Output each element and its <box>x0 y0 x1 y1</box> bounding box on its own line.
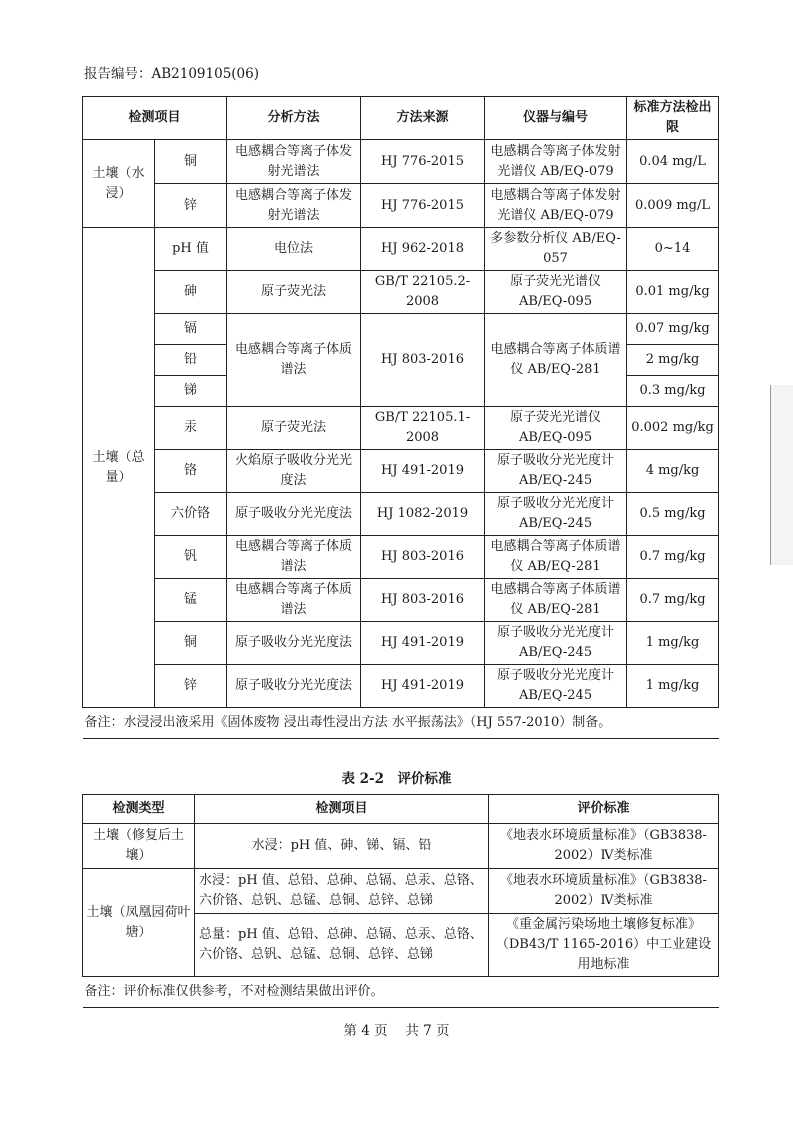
table-row <box>83 869 719 914</box>
table-row <box>83 536 719 579</box>
row-item: 镉 <box>155 314 227 345</box>
row-item: 铜 <box>155 622 227 665</box>
row-standard: 《地表水环境质量标准》（GB3838-2002）Ⅳ类标准 <box>489 824 719 869</box>
row-limit: 0.07 mg/kg <box>627 314 719 345</box>
row-limit: 4 mg/kg <box>627 450 719 493</box>
row-limit: 0~14 <box>627 228 719 271</box>
row-standard: 《地表水环境质量标准》（GB3838-2002）Ⅳ类标准 <box>489 869 719 914</box>
group-total-label: 土壤（总量） <box>83 228 155 708</box>
table-row <box>83 665 719 708</box>
row-limit: 0.01 mg/kg <box>627 271 719 314</box>
row-limit: 0.7 mg/kg <box>627 579 719 622</box>
table-row <box>83 228 719 271</box>
row-instrument: 原子吸收分光光度计 AB/EQ-245 <box>485 622 627 665</box>
row-source: HJ 776-2015 <box>361 140 485 184</box>
row-source: GB/T 22105.2-2008 <box>361 271 485 314</box>
header-standard: 评价标准 <box>489 795 719 824</box>
row-method: 原子吸收分光光度法 <box>227 665 361 708</box>
row-item: 砷 <box>155 271 227 314</box>
row-item: 锑 <box>155 376 227 407</box>
header-source: 方法来源 <box>361 97 485 140</box>
table-row <box>83 314 719 345</box>
row-limit: 1 mg/kg <box>627 622 719 665</box>
row-source: GB/T 22105.1-2008 <box>361 407 485 450</box>
row-source: HJ 1082-2019 <box>361 493 485 536</box>
row-method: 电感耦合等离子体质谱法 <box>227 579 361 622</box>
row-item: 锌 <box>155 184 227 228</box>
table-row <box>83 622 719 665</box>
row-method: 原子吸收分光光度法 <box>227 622 361 665</box>
table1-note: 备注：水浸浸出液采用《固体废物 浸出毒性浸出方法 水平振荡法》（HJ 557-2010）制备。 <box>83 708 719 739</box>
row-item: 六价铬 <box>155 493 227 536</box>
row-items: 水浸：pH 值、砷、锑、镉、铅 <box>195 824 489 869</box>
row-item: 锰 <box>155 579 227 622</box>
row-method: 电感耦合等离子体发射光谱法 <box>227 184 361 228</box>
row-method: 电感耦合等离子体质谱法 <box>227 314 361 407</box>
row-limit: 0.002 mg/kg <box>627 407 719 450</box>
table-row <box>83 271 719 314</box>
row-item: 铬 <box>155 450 227 493</box>
header-item: 检测项目 <box>83 97 227 140</box>
row-limit: 0.7 mg/kg <box>627 536 719 579</box>
table-row <box>83 140 719 184</box>
table-row <box>83 184 719 228</box>
row-item: 铜 <box>155 140 227 184</box>
header-limit: 标准方法检出限 <box>627 97 719 140</box>
row-method: 电位法 <box>227 228 361 271</box>
row-source: HJ 491-2019 <box>361 450 485 493</box>
header-instrument: 仪器与编号 <box>485 97 627 140</box>
group-water-label: 土壤（水浸） <box>83 140 155 228</box>
row-method: 原子荧光法 <box>227 271 361 314</box>
row-standard: 《重金属污染场地土壤修复标准》（DB43/T 1165-2016）中工业建设用地标准 <box>489 914 719 977</box>
row-source: HJ 803-2016 <box>361 536 485 579</box>
row-instrument: 多参数分析仪 AB/EQ-057 <box>485 228 627 271</box>
row-method: 电感耦合等离子体发射光谱法 <box>227 140 361 184</box>
row-instrument: 电感耦合等离子体发射光谱仪 AB/EQ-079 <box>485 140 627 184</box>
table2-note-row <box>83 977 719 1008</box>
table-row <box>83 407 719 450</box>
row-item: 汞 <box>155 407 227 450</box>
row-limit: 1 mg/kg <box>627 665 719 708</box>
row-items: 水浸：pH 值、总铅、总砷、总镉、总汞、总铬、六价铬、总钒、总锰、总铜、总锌、总锑 <box>195 869 489 914</box>
header-type: 检测类型 <box>83 795 195 824</box>
row-type: 土壤（修复后土壤） <box>83 824 195 869</box>
row-type: 土壤（凤凰园荷叶塘） <box>83 869 195 977</box>
row-limit: 2 mg/kg <box>627 345 719 376</box>
row-limit: 0.3 mg/kg <box>627 376 719 407</box>
row-limit: 0.009 mg/L <box>627 184 719 228</box>
row-method: 火焰原子吸收分光光度法 <box>227 450 361 493</box>
row-source: HJ 491-2019 <box>361 665 485 708</box>
row-method: 原子吸收分光光度法 <box>227 493 361 536</box>
row-instrument: 原子荧光光谱仪 AB/EQ-095 <box>485 407 627 450</box>
row-method: 电感耦合等离子体质谱法 <box>227 536 361 579</box>
page-edge-stamp <box>770 385 793 565</box>
table2-note: 备注：评价标准仅供参考，不对检测结果做出评价。 <box>83 977 719 1008</box>
row-instrument: 电感耦合等离子体质谱仪 AB/EQ-281 <box>485 314 627 407</box>
row-item: 钒 <box>155 536 227 579</box>
row-instrument: 电感耦合等离子体发射光谱仪 AB/EQ-079 <box>485 184 627 228</box>
row-item: pH 值 <box>155 228 227 271</box>
row-instrument: 原子荧光光谱仪 AB/EQ-095 <box>485 271 627 314</box>
row-instrument: 电感耦合等离子体质谱仪 AB/EQ-281 <box>485 536 627 579</box>
row-instrument: 电感耦合等离子体质谱仪 AB/EQ-281 <box>485 579 627 622</box>
report-number: 报告编号：AB2109105(06) <box>84 66 260 82</box>
row-limit: 0.5 mg/kg <box>627 493 719 536</box>
table-row <box>83 493 719 536</box>
row-items: 总量：pH 值、总铅、总砷、总镉、总汞、总铬、六价铬、总钒、总锰、总铜、总锌、总锑 <box>195 914 489 977</box>
row-source: HJ 803-2016 <box>361 314 485 407</box>
row-instrument: 原子吸收分光光度计 AB/EQ-245 <box>485 493 627 536</box>
table2-header-row <box>83 795 719 824</box>
row-instrument: 原子吸收分光光度计 AB/EQ-245 <box>485 450 627 493</box>
table1-note-row <box>83 708 719 739</box>
row-instrument: 原子吸收分光光度计 AB/EQ-245 <box>485 665 627 708</box>
row-source: HJ 491-2019 <box>361 622 485 665</box>
row-item: 锌 <box>155 665 227 708</box>
header-items: 检测项目 <box>195 795 489 824</box>
header-method: 分析方法 <box>227 97 361 140</box>
table-row <box>83 450 719 493</box>
table-row <box>83 579 719 622</box>
row-source: HJ 776-2015 <box>361 184 485 228</box>
page-number: 第 4 页 共 7 页 <box>343 1023 450 1039</box>
evaluation-standards-table <box>82 794 719 1008</box>
row-method: 原子荧光法 <box>227 407 361 450</box>
table-row <box>83 824 719 869</box>
row-limit: 0.04 mg/L <box>627 140 719 184</box>
table2-title: 表 2-2 评价标准 <box>341 771 452 787</box>
table1-header-row <box>83 97 719 140</box>
row-source: HJ 803-2016 <box>361 579 485 622</box>
row-item: 铅 <box>155 345 227 376</box>
detection-methods-table <box>82 96 719 739</box>
row-source: HJ 962-2018 <box>361 228 485 271</box>
